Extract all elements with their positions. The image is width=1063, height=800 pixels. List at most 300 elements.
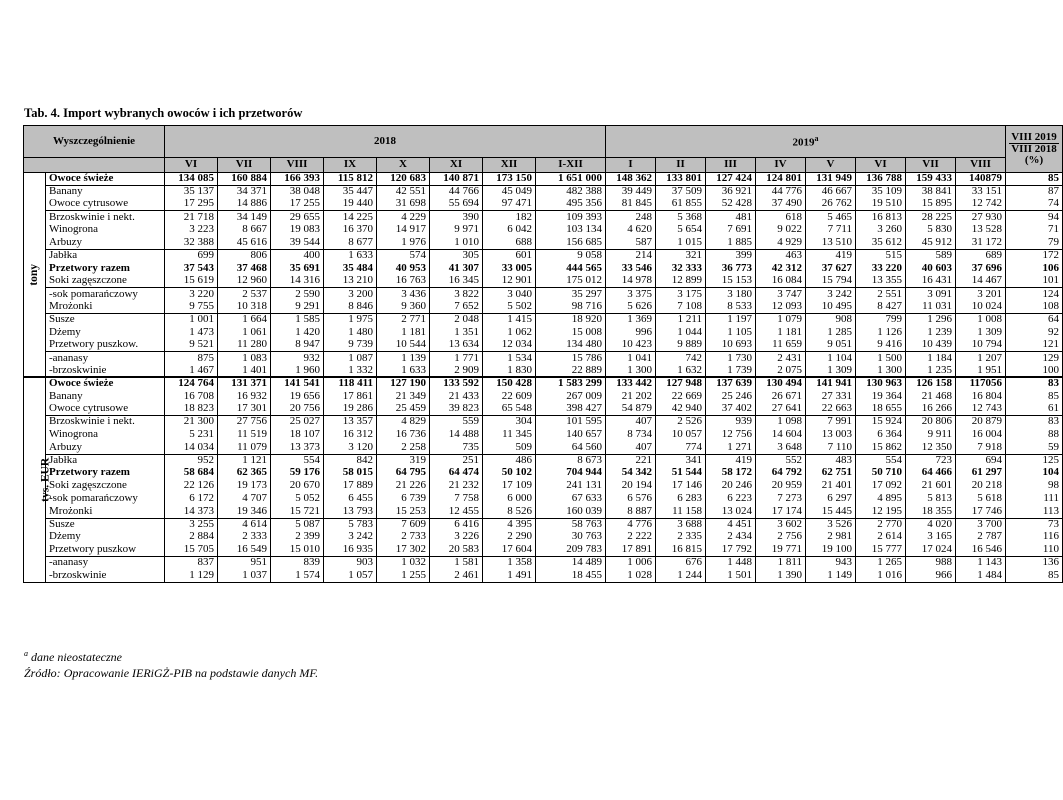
table-cell: 589 (906, 249, 956, 262)
table-cell: 124 (1006, 288, 1063, 301)
table-cell: 5 654 (656, 224, 706, 237)
table-cell: 22 669 (656, 390, 706, 403)
table-cell: 18 455 (536, 569, 606, 582)
table-cell: 81 845 (606, 198, 656, 211)
table-cell: 32 388 (165, 236, 218, 249)
table-row (24, 288, 1063, 301)
table-cell: 1 181 (756, 326, 806, 339)
table-cell: 11 345 (483, 428, 536, 441)
table-cell: 509 (483, 441, 536, 454)
table-cell: 1 285 (806, 326, 856, 339)
table-cell: 38 048 (271, 185, 324, 198)
table-cell: 5 231 (165, 428, 218, 441)
table-cell: 64 466 (906, 467, 956, 480)
row-label: Owoce cytrusowe (46, 403, 165, 416)
table-cell: 2 551 (856, 288, 906, 301)
table-cell: 13 003 (806, 428, 856, 441)
table-cell: 50 710 (856, 467, 906, 480)
table-cell: 419 (706, 454, 756, 467)
table-cell: 3 688 (656, 518, 706, 531)
table-cell: 8 526 (483, 505, 536, 518)
table-cell: 126 158 (906, 377, 956, 390)
table-cell: 17 301 (218, 403, 271, 416)
table-cell: 22 609 (483, 390, 536, 403)
table-cell: 601 (483, 249, 536, 262)
table-cell: 27 930 (956, 211, 1006, 224)
table-cell: 17 255 (271, 198, 324, 211)
table-cell: 41 307 (430, 262, 483, 275)
row-label: Susze (46, 313, 165, 326)
table-cell: 133 442 (606, 377, 656, 390)
table-cell: 2 399 (271, 531, 324, 544)
table-cell: 14 373 (165, 505, 218, 518)
table-cell: 45 912 (906, 236, 956, 249)
table-cell: 9 911 (906, 428, 956, 441)
table-cell: 2 434 (706, 531, 756, 544)
table-cell: 5 502 (483, 300, 536, 313)
table-cell: 35 612 (856, 236, 906, 249)
row-label: Mrożonki (46, 505, 165, 518)
table-cell: 18 920 (536, 313, 606, 326)
table-cell: 31 172 (956, 236, 1006, 249)
table-cell: 20 756 (271, 403, 324, 416)
table-cell: 16 431 (906, 275, 956, 288)
table-cell: 13 373 (271, 441, 324, 454)
table-cell: 92 (1006, 326, 1063, 339)
table-cell: 33 546 (606, 262, 656, 275)
table-cell: 8 947 (271, 339, 324, 352)
table-cell: 1 300 (856, 364, 906, 377)
table-cell: 875 (165, 352, 218, 365)
table-cell: 1 585 (271, 313, 324, 326)
table-cell: 9 360 (377, 300, 430, 313)
table-cell: 15 253 (377, 505, 430, 518)
table-cell: 806 (218, 249, 271, 262)
table-cell: 16 312 (324, 428, 377, 441)
table-cell: 5 052 (271, 492, 324, 505)
table-cell: 141 941 (806, 377, 856, 390)
table-cell: 61 297 (956, 467, 1006, 480)
table-cell: 37 468 (218, 262, 271, 275)
table-cell: 35 484 (324, 262, 377, 275)
table-cell: 15 862 (856, 441, 906, 454)
row-label: Brzoskwinie i nekt. (46, 211, 165, 224)
table-cell: 18 823 (165, 403, 218, 416)
table-cell: 4 020 (906, 518, 956, 531)
table-cell: 688 (483, 236, 536, 249)
header-col-15: VIII (956, 158, 1006, 173)
table-cell: 554 (271, 454, 324, 467)
table-cell: 16 370 (324, 224, 377, 237)
table-cell: 5 368 (656, 211, 706, 224)
table-cell: 37 696 (956, 262, 1006, 275)
table-cell: 97 471 (483, 198, 536, 211)
table-cell: 10 439 (906, 339, 956, 352)
table-cell: 1 008 (956, 313, 1006, 326)
row-label: Soki zagęszczone (46, 480, 165, 493)
table-cell: 1 057 (324, 569, 377, 582)
table-cell: 74 (1006, 198, 1063, 211)
unit-label: tony (24, 173, 46, 378)
row-label: Arbuzy (46, 236, 165, 249)
table-cell: 35 137 (165, 185, 218, 198)
header-col-14: VII (906, 158, 956, 173)
table-cell: 33 151 (956, 185, 1006, 198)
table-cell: 699 (165, 249, 218, 262)
table-cell: 14 034 (165, 441, 218, 454)
table-cell: 17 092 (856, 480, 906, 493)
table-cell: 3 040 (483, 288, 536, 301)
table-cell: 8 846 (324, 300, 377, 313)
table-cell: 618 (756, 211, 806, 224)
table-cell: 67 633 (536, 492, 606, 505)
table-cell: 118 411 (324, 377, 377, 390)
table-cell: 5 813 (906, 492, 956, 505)
table-cell: 3 436 (377, 288, 430, 301)
table-cell: 173 150 (483, 173, 536, 186)
table-cell: 15 445 (806, 505, 856, 518)
table-cell: 1 104 (806, 352, 856, 365)
table-cell: 554 (856, 454, 906, 467)
table-cell: 4 620 (606, 224, 656, 237)
table-cell: 58 172 (706, 467, 756, 480)
table-cell: 19 364 (856, 390, 906, 403)
table-cell: 15 786 (536, 352, 606, 365)
header-col-7: I-XII (536, 158, 606, 173)
table-row (24, 211, 1063, 224)
table-cell: 2 258 (377, 441, 430, 454)
table-cell: 21 718 (165, 211, 218, 224)
table-cell: 1 296 (906, 313, 956, 326)
table-cell: 54 342 (606, 467, 656, 480)
table-cell: 130 963 (856, 377, 906, 390)
table-cell: 12 901 (483, 275, 536, 288)
table-cell: 31 698 (377, 198, 430, 211)
table-cell: 1 062 (483, 326, 536, 339)
table-cell: 15 924 (856, 416, 906, 429)
table-cell: 44 766 (430, 185, 483, 198)
table-cell: 483 (806, 454, 856, 467)
table-cell: 20 583 (430, 544, 483, 557)
table-cell: 996 (606, 326, 656, 339)
table-cell: 133 801 (656, 173, 706, 186)
table-cell: 7 108 (656, 300, 706, 313)
table-cell: 1 010 (430, 236, 483, 249)
table-cell: 19 510 (856, 198, 906, 211)
table-cell: 742 (656, 352, 706, 365)
table-cell: 9 416 (856, 339, 906, 352)
table-cell: 27 756 (218, 416, 271, 429)
table-cell: 18 655 (856, 403, 906, 416)
table-cell: 2 981 (806, 531, 856, 544)
table-row (24, 505, 1063, 518)
table-cell: 1 534 (483, 352, 536, 365)
table-cell: 140 657 (536, 428, 606, 441)
table-cell: 5 626 (606, 300, 656, 313)
table-cell: 495 356 (536, 198, 606, 211)
table-cell: 21 232 (430, 480, 483, 493)
table-cell: 18 355 (906, 505, 956, 518)
table-cell: 103 134 (536, 224, 606, 237)
table-cell: 13 024 (706, 505, 756, 518)
table-cell: 27 331 (806, 390, 856, 403)
table-cell: 17 174 (756, 505, 806, 518)
table-cell: 304 (483, 416, 536, 429)
table-cell: 241 131 (536, 480, 606, 493)
table-cell: 3 091 (906, 288, 956, 301)
table-cell: 1 351 (430, 326, 483, 339)
row-label: Przetwory puszkow (46, 544, 165, 557)
table-cell: 64 474 (430, 467, 483, 480)
table-cell: 6 739 (377, 492, 430, 505)
table-cell: 951 (218, 556, 271, 569)
header-col-1: VII (218, 158, 271, 173)
table-cell: 1 037 (218, 569, 271, 582)
table-cell: 14 316 (271, 275, 324, 288)
table-cell: 2 075 (756, 364, 806, 377)
table-cell: 20 246 (706, 480, 756, 493)
table-cell: 9 755 (165, 300, 218, 313)
table-row (24, 403, 1063, 416)
table-cell: 35 109 (856, 185, 906, 198)
table-cell: 407 (606, 416, 656, 429)
table-cell: 14 978 (606, 275, 656, 288)
table-cell: 15 895 (906, 198, 956, 211)
table-cell: 1 401 (218, 364, 271, 377)
table-cell: 98 (1006, 480, 1063, 493)
table-cell: 19 100 (806, 544, 856, 557)
table-cell: 64 795 (377, 467, 430, 480)
table-cell: 20 879 (956, 416, 1006, 429)
table-cell: 51 544 (656, 467, 706, 480)
table-cell: 109 393 (536, 211, 606, 224)
table-cell: 7 991 (806, 416, 856, 429)
table-cell: 3 120 (324, 441, 377, 454)
table-cell: 45 049 (483, 185, 536, 198)
table-cell: 110 (1006, 544, 1063, 557)
header-year-2019: 2019$^a$ (606, 126, 1006, 158)
table-cell: 25 027 (271, 416, 324, 429)
table-cell: 2 333 (218, 531, 271, 544)
table-cell: 6 416 (430, 518, 483, 531)
table-cell: 62 751 (806, 467, 856, 480)
table-cell: 988 (906, 556, 956, 569)
table-cell: 908 (806, 313, 856, 326)
table-cell: 3 201 (956, 288, 1006, 301)
import-table (23, 125, 1063, 583)
table-cell: 9 971 (430, 224, 483, 237)
header-col-11: IV (756, 158, 806, 173)
row-label: Banany (46, 390, 165, 403)
table-row (24, 339, 1063, 352)
table-cell: 515 (856, 249, 906, 262)
table-cell: 9 889 (656, 339, 706, 352)
table-cell: 14 604 (756, 428, 806, 441)
table-cell: 35 691 (271, 262, 324, 275)
table-cell: 16 004 (956, 428, 1006, 441)
header-year-2018: 2018 (165, 126, 606, 158)
table-cell: 12 034 (483, 339, 536, 352)
table-cell: 1 139 (377, 352, 430, 365)
table-cell: 58 763 (536, 518, 606, 531)
table-cell: 21 601 (906, 480, 956, 493)
table-cell: 2 290 (483, 531, 536, 544)
table-cell: 19 440 (324, 198, 377, 211)
table-cell: 6 364 (856, 428, 906, 441)
table-cell: 17 295 (165, 198, 218, 211)
table-cell: 14 225 (324, 211, 377, 224)
table-cell: 1 309 (956, 326, 1006, 339)
table-cell: 7 652 (430, 300, 483, 313)
table-cell: 127 424 (706, 173, 756, 186)
table-cell: 2 770 (856, 518, 906, 531)
table-cell: 1 583 299 (536, 377, 606, 390)
table-cell: 6 576 (606, 492, 656, 505)
table-cell: 42 940 (656, 403, 706, 416)
table-cell: 64 560 (536, 441, 606, 454)
table-cell: 16 708 (165, 390, 218, 403)
table-cell: 19 173 (218, 480, 271, 493)
table-cell: 21 468 (906, 390, 956, 403)
table-cell: 1 244 (656, 569, 706, 582)
table-cell: 19 286 (324, 403, 377, 416)
table-cell: 214 (606, 249, 656, 262)
table-cell: 98 716 (536, 300, 606, 313)
table-cell: 160 039 (536, 505, 606, 518)
table-cell: 13 793 (324, 505, 377, 518)
table-cell: 125 (1006, 454, 1063, 467)
table-cell: 16 736 (377, 428, 430, 441)
table-cell: 12 455 (430, 505, 483, 518)
table-cell: 2 884 (165, 531, 218, 544)
table-cell: 141 541 (271, 377, 324, 390)
table-cell: 1 184 (906, 352, 956, 365)
table-cell: 50 102 (483, 467, 536, 480)
table-cell: 10 794 (956, 339, 1006, 352)
table-cell: 33 005 (483, 262, 536, 275)
table-cell: 37 509 (656, 185, 706, 198)
table-cell: 127 190 (377, 377, 430, 390)
table-cell: 1 181 (377, 326, 430, 339)
table-cell: 574 (377, 249, 430, 262)
table-cell: 172 (1006, 249, 1063, 262)
row-label: -sok pomarańczowy (46, 288, 165, 301)
row-label: -sok pomarańczowy (46, 492, 165, 505)
table-cell: 6 297 (806, 492, 856, 505)
table-cell: 6 283 (656, 492, 706, 505)
table-cell: 17 746 (956, 505, 1006, 518)
table-cell: 37 543 (165, 262, 218, 275)
table-cell: 71 (1006, 224, 1063, 237)
table-cell: 19 656 (271, 390, 324, 403)
table-cell: 10 024 (956, 300, 1006, 313)
table-cell: 559 (430, 416, 483, 429)
table-cell: 839 (271, 556, 324, 569)
table-row (24, 236, 1063, 249)
table-cell: 1 739 (706, 364, 756, 377)
table-cell: 1 265 (856, 556, 906, 569)
row-label: Jabłka (46, 454, 165, 467)
row-label: Banany (46, 185, 165, 198)
table-cell: 17 109 (483, 480, 536, 493)
table-cell: 73 (1006, 518, 1063, 531)
table-cell: 3 220 (165, 288, 218, 301)
table-cell: 16 815 (656, 544, 706, 557)
table-cell: 3 648 (756, 441, 806, 454)
table-cell: 15 619 (165, 275, 218, 288)
table-row (24, 428, 1063, 441)
table-cell: 101 595 (536, 416, 606, 429)
table-cell: 444 565 (536, 262, 606, 275)
table-cell: 1 885 (706, 236, 756, 249)
table-cell: 1 960 (271, 364, 324, 377)
row-label: Mrożonki (46, 300, 165, 313)
table-cell: 9 739 (324, 339, 377, 352)
table-cell: 83 (1006, 416, 1063, 429)
table-row (24, 569, 1063, 582)
table-cell: 6 172 (165, 492, 218, 505)
table-cell: 44 776 (756, 185, 806, 198)
table-cell: 390 (430, 211, 483, 224)
table-cell: 21 401 (806, 480, 856, 493)
table-row (24, 480, 1063, 493)
table-cell: 9 051 (806, 339, 856, 352)
table-cell: 127 948 (656, 377, 706, 390)
table-cell: 8 673 (536, 454, 606, 467)
header-col-4: X (377, 158, 430, 173)
table-cell: 10 495 (806, 300, 856, 313)
table-cell: 248 (606, 211, 656, 224)
table-cell: 209 783 (536, 544, 606, 557)
table-cell: 966 (906, 569, 956, 582)
table-cell: 88 (1006, 428, 1063, 441)
table-cell: 1 255 (377, 569, 430, 582)
table-cell: 1 484 (956, 569, 1006, 582)
table-cell: 11 280 (218, 339, 271, 352)
table-cell: 111 (1006, 492, 1063, 505)
table-cell: 1 664 (218, 313, 271, 326)
row-label: Owoce świeże (46, 377, 165, 390)
table-row (24, 531, 1063, 544)
table-cell: 17 861 (324, 390, 377, 403)
table-cell: 45 616 (218, 236, 271, 249)
header-col-6: XII (483, 158, 536, 173)
table-cell: 2 733 (377, 531, 430, 544)
table-cell: 2 431 (756, 352, 806, 365)
table-cell: 35 297 (536, 288, 606, 301)
table-cell: 10 544 (377, 339, 430, 352)
table-cell: 8 734 (606, 428, 656, 441)
table-cell: 166 393 (271, 173, 324, 186)
table-cell: 1 358 (483, 556, 536, 569)
row-label: Susze (46, 518, 165, 531)
table-cell: 12 742 (956, 198, 1006, 211)
table-cell: 3 747 (756, 288, 806, 301)
row-label: Dżemy (46, 326, 165, 339)
table-cell: 160 884 (218, 173, 271, 186)
table-cell: 3 226 (430, 531, 483, 544)
row-label: Przetwory puszkow. (46, 339, 165, 352)
table-cell: 21 433 (430, 390, 483, 403)
table-cell: 17 604 (483, 544, 536, 557)
table-cell: 2 461 (430, 569, 483, 582)
table-cell: 1 300 (606, 364, 656, 377)
table-cell: 14 467 (956, 275, 1006, 288)
table-cell: 136 788 (856, 173, 906, 186)
table-cell: 121 (1006, 339, 1063, 352)
table-cell: 20 806 (906, 416, 956, 429)
table-cell: 694 (956, 454, 1006, 467)
